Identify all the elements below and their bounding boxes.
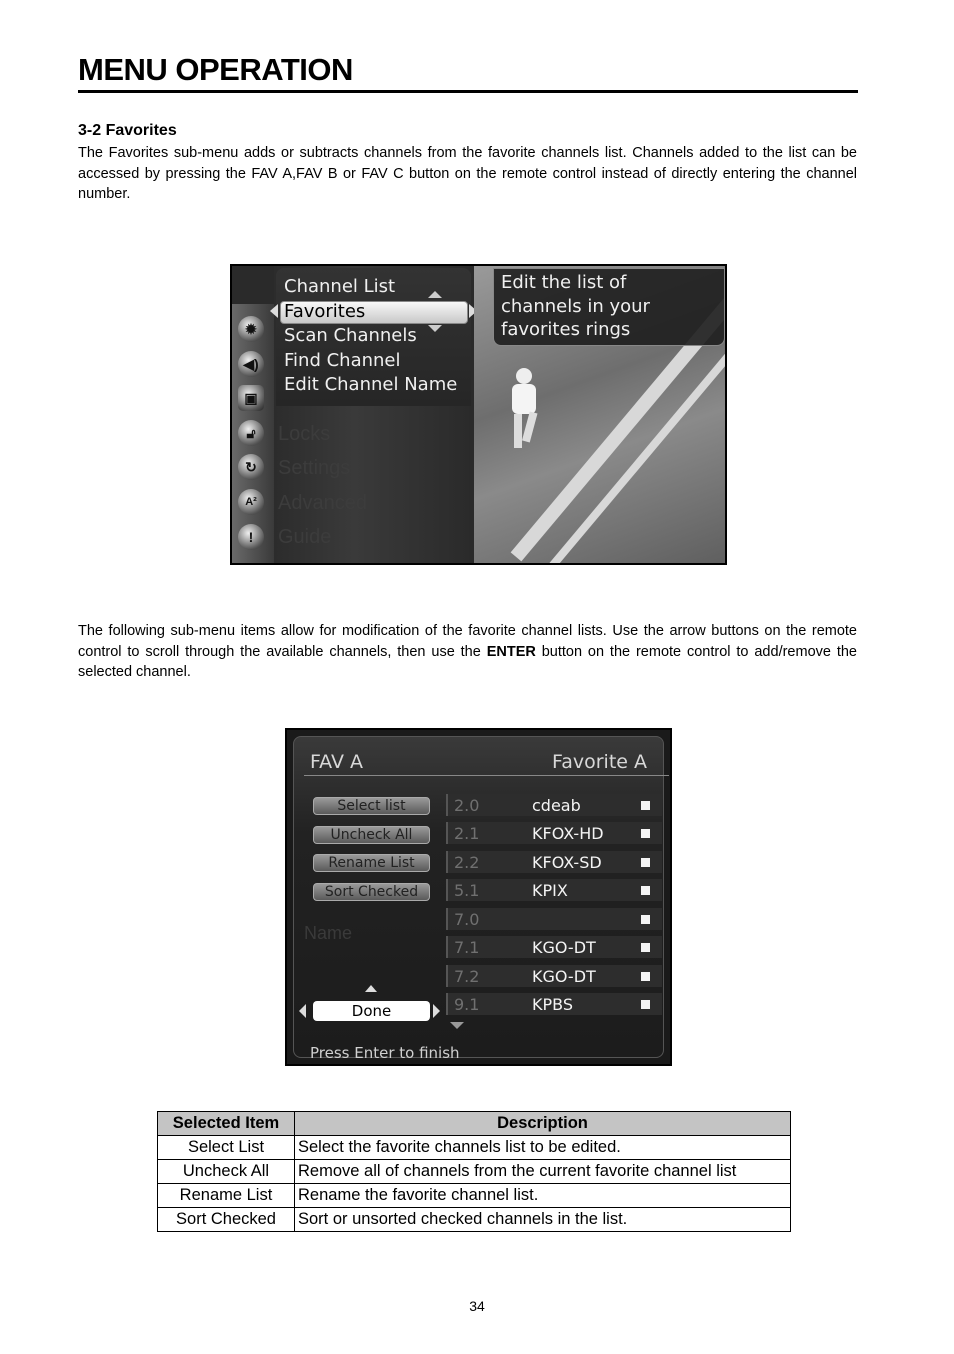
checkbox-icon[interactable] <box>641 886 650 895</box>
checkbox-icon[interactable] <box>641 972 650 981</box>
menu-item-find-channel[interactable]: Find Channel <box>284 350 401 371</box>
section-heading: 3-2 Favorites <box>78 122 177 139</box>
table-cell-item: Select List <box>158 1136 295 1160</box>
alert-icon: ! <box>238 524 264 550</box>
arrow-up-icon <box>428 291 442 298</box>
ghost-menu-item: Locks <box>278 423 331 445</box>
table-row <box>158 1136 791 1160</box>
table-cell-description: Remove all of channels from the current favorite channel list <box>295 1160 791 1184</box>
channel-number: 2.0 <box>454 796 480 815</box>
channel-number: 5.1 <box>454 881 480 900</box>
help-text-line: channels in your <box>501 296 650 317</box>
done-button[interactable]: Done <box>313 1001 430 1021</box>
channel-number: 2.2 <box>454 853 480 872</box>
list-name-title: Favorite A <box>552 751 647 773</box>
table-cell-description: Select the favorite channels list to be edited. <box>295 1136 791 1160</box>
list-id-title: FAV A <box>310 751 364 773</box>
table-row <box>158 1208 791 1232</box>
channel-name: cdeab <box>532 796 581 815</box>
channel-row[interactable] <box>446 851 662 873</box>
instructions-paragraph <box>78 621 857 683</box>
page-number: 34 <box>469 1298 485 1314</box>
channel-row[interactable] <box>446 993 662 1015</box>
arrow-left-icon <box>270 304 278 318</box>
channel-number: 9.1 <box>454 995 480 1014</box>
menu-item-edit-channel-name[interactable]: Edit Channel Name <box>284 374 458 395</box>
channel-menu-screenshot <box>230 264 727 565</box>
sort-checked-button[interactable]: Sort Checked <box>313 883 430 901</box>
menu-item-scan-channels[interactable]: Scan Channels <box>284 325 417 346</box>
channel-number: 7.0 <box>454 910 480 929</box>
channel-name: KGO-DT <box>532 938 596 957</box>
checkbox-icon[interactable] <box>641 829 650 838</box>
channel-row[interactable] <box>446 794 662 816</box>
intro-paragraph: The Favorites sub-menu adds or subtracts channels from the favorite channels list. Channels added to the list can be accessed by pressing the FAV A,FAV B or FAV C button on the remote control instead of directly entering the channel number. <box>78 145 857 202</box>
menu-item-channel-list[interactable]: Channel List <box>284 276 396 297</box>
channel-row[interactable] <box>446 822 662 844</box>
help-text-line: Edit the list of <box>501 272 627 293</box>
arrow-left-icon <box>299 1004 306 1018</box>
arrow-down-icon <box>428 325 442 332</box>
checkbox-icon[interactable] <box>641 858 650 867</box>
checkbox-icon[interactable] <box>641 801 650 810</box>
menu-item-label: Favorites <box>284 301 366 322</box>
refresh-icon: ↻ <box>238 454 264 480</box>
icon-column-top <box>232 266 274 304</box>
help-text-line: favorites rings <box>501 319 631 340</box>
enter-key-label: ENTER <box>486 643 536 660</box>
table-header-row <box>158 1112 791 1136</box>
footer-hint: Press Enter to finish <box>310 1044 460 1062</box>
uncheck-all-button[interactable]: Uncheck All <box>313 826 430 844</box>
channel-number: 7.2 <box>454 967 480 986</box>
table-row <box>158 1184 791 1208</box>
channel-name: KFOX-SD <box>532 853 602 872</box>
instructions-text: button on the remote control to add/remove the selected channel. <box>78 643 857 680</box>
arrow-right-icon <box>433 1004 440 1018</box>
table-cell-item: Rename List <box>158 1184 295 1208</box>
table-row <box>158 1160 791 1184</box>
editor-panel <box>293 736 664 1062</box>
arrow-down-icon <box>450 1022 464 1029</box>
tv-icon: ▣ <box>238 385 264 411</box>
select-list-button[interactable]: Select list <box>313 797 430 815</box>
table-cell-item: Sort Checked <box>158 1208 295 1232</box>
channel-row[interactable] <box>446 965 662 987</box>
channel-name: KFOX-HD <box>532 824 604 843</box>
page-title: MENU OPERATION <box>78 52 353 87</box>
lock-icon: 🔓︎ <box>238 420 264 446</box>
channel-row[interactable] <box>446 936 662 958</box>
checkbox-icon[interactable] <box>641 943 650 952</box>
speaker-icon: ◀) <box>238 351 264 377</box>
arrow-up-icon <box>365 985 377 992</box>
checkbox-icon[interactable] <box>641 915 650 924</box>
channel-number: 2.1 <box>454 824 480 843</box>
title-divider <box>304 775 669 776</box>
channel-name: KPBS <box>532 995 573 1014</box>
checkbox-icon[interactable] <box>641 1000 650 1009</box>
gear-icon: ✹ <box>238 316 264 342</box>
channel-number: 7.1 <box>454 938 480 957</box>
channel-row[interactable] <box>446 879 662 901</box>
favorites-editor-screenshot <box>285 728 672 1066</box>
table-cell-item: Uncheck All <box>158 1160 295 1184</box>
table-cell-description: Sort or unsorted checked channels in the list. <box>295 1208 791 1232</box>
table-cell-description: Rename the favorite channel list. <box>295 1184 791 1208</box>
menu-icon-column <box>232 266 274 563</box>
advanced-icon: A² <box>238 489 264 515</box>
channel-name: KPIX <box>532 881 568 900</box>
ghost-label: Name <box>304 923 353 943</box>
ghost-menu-item: Settings <box>278 457 351 479</box>
column-header: Description <box>295 1112 791 1136</box>
football-player-image <box>504 366 540 456</box>
instructions-text: The following sub-menu items allow for modification of the favorite channel lists. Use the arrow buttons on the remote control to scroll through the available channels, then use the <box>78 623 857 660</box>
column-header: Selected Item <box>158 1112 295 1136</box>
description-table <box>157 1111 791 1232</box>
rename-list-button[interactable]: Rename List <box>313 854 430 872</box>
ghost-menu-item: Advanced <box>278 492 367 514</box>
channel-row[interactable] <box>446 908 662 930</box>
title-rule <box>78 90 858 93</box>
ghost-menu-item: Guide <box>278 526 332 548</box>
channel-name: KGO-DT <box>532 967 596 986</box>
